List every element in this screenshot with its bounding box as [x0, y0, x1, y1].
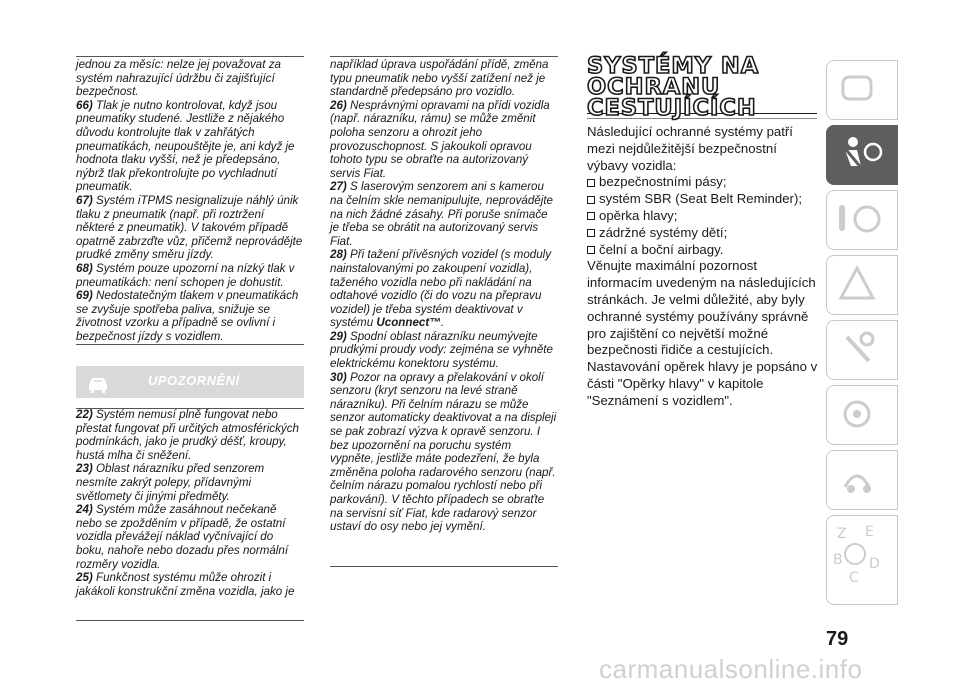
note-26: 26) Nesprávnými opravami na přídi vozidla (např. nárazníku, rámu) se může změnit poloha senzoru a ohrozit jeho provozuschopnost. S jakoukoli opravou tohoto typu se obraťte na autorizovaný servis Fiat.: [330, 98, 550, 180]
note-24: 24) Systém může zasáhnout nečekaně nebo se zpožděním v případě, že ostatní vozidla převážejí náklad vyčnívající do boku, nahoře nebo dozadu přes normální rozměry vozidla.: [76, 503, 289, 571]
section-intro: Následující ochranné systémy patří mezi nejdůležitější bezpečnostní výbavy vozidla:: [587, 124, 793, 173]
note-25: 25) Funkčnost systému může ohrozit i jakákoli konstrukční změna vozidla, jako je: [76, 571, 295, 598]
bottom-rule-col1: [76, 344, 304, 345]
safety-tab[interactable]: [826, 125, 898, 185]
starting-tab[interactable]: [826, 190, 898, 250]
bullet-box-icon: [587, 229, 595, 237]
technical-tab-icon: [827, 386, 887, 442]
warning-notes: [76, 408, 304, 598]
col2-intro: například úprava uspořádání přídě, změna typu pneumatik nebo vyšší zatížení než je standardně předepsáno pro vozidlo.: [330, 58, 549, 99]
bullet-box-icon: [587, 179, 595, 187]
list-item: systém SBR (Seat Belt Reminder);: [587, 191, 819, 208]
list-item: čelní a boční airbagy.: [587, 242, 819, 259]
section-para-1: Věnujte maximální pozornost informacím uvedeným na následujících stránkách. Je velmi důležité, aby byly ochranné systémy používány správně pro zajištění co největší možné bezpečnosti řidiče a cestujících.: [587, 258, 816, 358]
note-66: 66) Tlak je nutno kontrolovat, když jsou pneumatiky studené. Jestliže z nějakého důvodu kontrolujte tlak v zahřátých pneumatikách, neupouštějte je, ani když je hodnota tlaku vyšší, než je předepsáno, nýbrž tlak překontrolujte po vychladnutí pneumatik.: [76, 98, 295, 194]
svg-text:E: E: [865, 524, 874, 540]
note-29: 29) Spodní oblast nárazníku neumývejte prudkými proudy vody: zejména se vyhněte elektrickému konektoru systému.: [330, 329, 553, 371]
column-2: [330, 58, 558, 534]
car-warning-icon: [84, 369, 112, 395]
emergency-tab[interactable]: [826, 255, 898, 315]
multimedia-tab[interactable]: [826, 450, 898, 510]
col1-intro: jednou za měsíc: nelze jej považovat za systém nahrazující údržbu či zajišťující bezpečnost.: [76, 58, 281, 99]
dashboard-tab[interactable]: [826, 60, 898, 120]
safety-tab-icon: [827, 126, 897, 182]
top-rule-col2: [330, 56, 558, 57]
note-28: 28) Při tažení přívěsných vozidel (s moduly nainstalovanými po zakoupení vozidla), taženého vozidla nebo při nakládání na odtahové vozidlo (či do vozu na přepravu vozidel) je třeba systém deaktivovat v systému Uconnect™.: [330, 248, 552, 330]
bullet-box-icon: [587, 246, 595, 254]
column-1: [76, 58, 304, 343]
svg-text:D: D: [869, 556, 880, 572]
section-title: SYSTÉMY NA OCHRANU CESTUJÍCÍCH: [587, 53, 760, 121]
list-item: zádržné systémy dětí;: [587, 225, 819, 242]
dashboard-tab-icon: [827, 61, 887, 117]
maintenance-tab[interactable]: [826, 320, 898, 380]
watermark: carmanualsonline.info: [599, 654, 863, 684]
note-30: 30) Pozor na opravy a přelakování v okolí senzoru (kryt senzoru na levé straně nárazníku). Při čelním nárazu se může senzor automaticky deaktivovat a na displeji se pak zobrazí výzva k opravě senzoru. I bez upozornění na poruchu systém vypněte, jestliže máte podezření, že byla změněna poloha radarového senzoru (např. čelním nárazu pomalou rychlostí nebo při parkování). V těchto případech se obraťte na servisní síť Fiat, kde radarový senzor ustaví do osy nebo jej vymění.: [330, 370, 557, 534]
list-item: bezpečnostními pásy;: [587, 174, 819, 191]
note-23: 23) Oblast nárazníku před senzorem nesmíte zakrýt polepy, přídavnými světlomety či jinými předměty.: [76, 462, 265, 503]
warning-title: UPOZORNĚNÍ: [148, 373, 240, 388]
bottom-rule-col2: [330, 566, 558, 567]
svg-text:C: C: [849, 570, 859, 586]
note-27: 27) S laserovým senzorem ani s kamerou na čelním skle nemanipulujte, neprovádějte na nich žádné zásahy. Při poruše snímače je třeba se obrátit na autorizovaný servis Fiat.: [330, 180, 553, 248]
warning-rule-bottom: [76, 620, 304, 621]
index-tab[interactable]: [826, 515, 898, 605]
svg-text:Z: Z: [837, 526, 847, 542]
maintenance-tab-icon: [827, 321, 887, 377]
section-para-2: Nastavování opěrek hlavy je popsáno v části "Opěrky hlavy" v kapitole "Seznámení s vozidlem".: [587, 359, 818, 408]
column-3: [587, 124, 819, 410]
note-69: 69) Nedostatečným tlakem v pneumatikách se zvyšuje spotřeba paliva, snižuje se životnost vzorku a případně se ovlivní i bezpečnost jízdy s vozidlem.: [76, 289, 299, 343]
note-68: 68) Systém pouze upozorní na nízký tlak v pneumatikách: není schopen je dohustit.: [76, 261, 295, 289]
starting-tab-icon: [827, 191, 887, 247]
svg-text:B: B: [833, 552, 843, 568]
list-item: opěrka hlavy;: [587, 208, 819, 225]
bullet-box-icon: [587, 212, 595, 220]
index-tab-icon: [827, 516, 887, 600]
technical-tab[interactable]: [826, 385, 898, 445]
note-67: 67) Systém iTPMS nesignalizuje náhlý únik tlaku z pneumatik (např. při roztržení některé z pneumatik). V takovém případě opatrně zabrzďte vůz, přičemž neprovádějte prudké změny směru jízdy.: [76, 193, 303, 262]
top-rule-col1: [76, 56, 304, 57]
bullet-box-icon: [587, 196, 595, 204]
emergency-tab-icon: [827, 256, 887, 312]
note-22: 22) Systém nemusí plně fungovat nebo přestat fungovat při určitých atmosférických podmínkách, jako je prudký déšť, kroupy, hustá mlha či sněžení.: [76, 408, 299, 462]
warning-header: [76, 366, 304, 398]
page-number: 79: [826, 628, 849, 650]
multimedia-tab-icon: [827, 451, 887, 507]
